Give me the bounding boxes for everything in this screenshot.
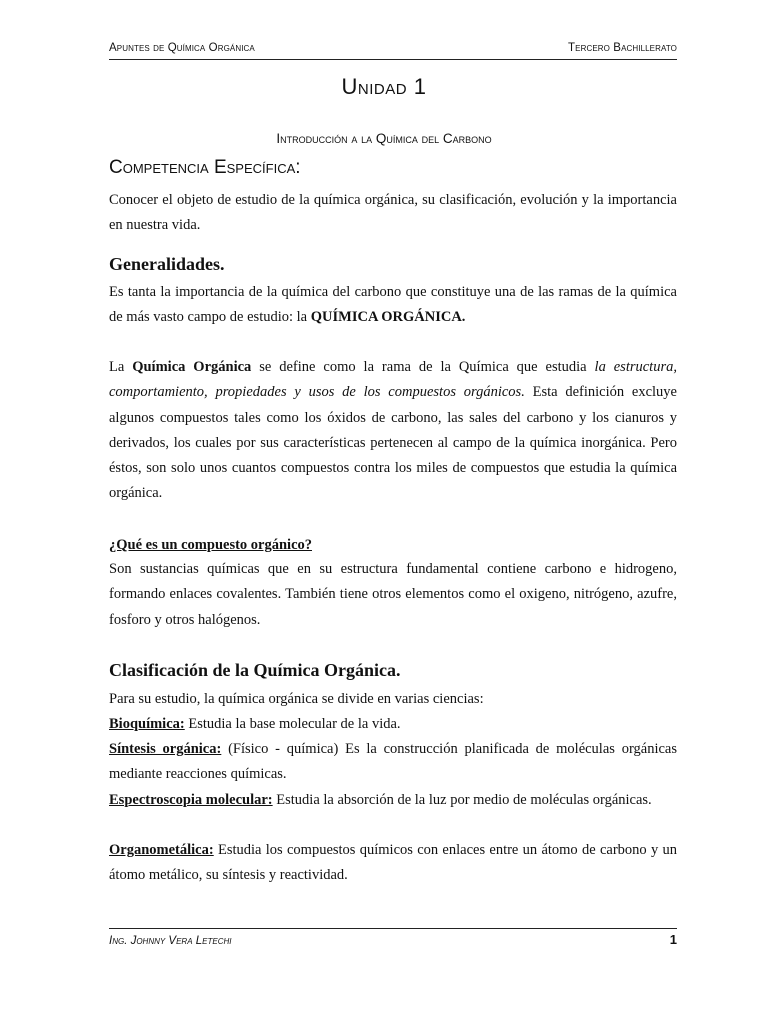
header-course-title: Apuntes de Química Orgánica [109, 42, 255, 54]
footer-rule [109, 928, 677, 929]
footer-author: Ing. Johnny Vera Letechi [109, 935, 232, 947]
header-rule [109, 59, 677, 60]
item-term: Espectroscopia molecular: [109, 792, 273, 808]
running-header [109, 42, 677, 54]
compuesto-question: ¿Qué es un compuesto orgánico? [109, 537, 312, 553]
item-desc: Estudia la base molecular de la vida. [184, 716, 401, 732]
item-term: Bioquímica: [109, 716, 185, 732]
item-desc: Estudia los compuestos químicos con enlaces entre un átomo de carbono y un átomo metálico, su síntesis y reactividad. [109, 842, 677, 884]
generalidades-heading: Generalidades. [109, 254, 225, 274]
list-item [109, 712, 677, 737]
p2-bold-term: Química Orgánica [132, 359, 252, 375]
p2-mid: se define como la rama de la Química que estudia [251, 359, 595, 375]
item-desc: Estudia la absorción de la luz por medio de moléculas orgánicas. [272, 792, 652, 808]
p2-italic-definition: la estructura, comportamiento, propiedades y usos de los compuestos orgánicos. [109, 359, 677, 401]
clasificacion-intro: Para su estudio, la química orgánica se divide en varias ciencias: [109, 691, 484, 707]
generalidades-paragraph-2 [109, 355, 677, 507]
page-number: 1 [669, 932, 677, 947]
compuesto-text: Son sustancias químicas que en su estructura fundamental contiene carbono e hidrogeno, formando enlaces covalentes. También tiene otros elementos como el oxigeno, nitrógeno, azufre, fosforo y otros halógenos. [109, 561, 677, 628]
chapter-title: Introducción a la Química del Carbono [276, 131, 492, 146]
unit-title: Unidad 1 [341, 74, 427, 99]
p2-rest: Esta definición excluye algunos compuestos tales como los óxidos de carbono, las sales del carbono y los cianuros y derivados, los cuales por sus características pertenecen al campo de la química inorgánica. Pero éstos, son solo unos cuantos compuestos contra los miles de compuestos que estudia la química orgánica. [109, 384, 677, 502]
clasificacion-heading: Clasificación de la Química Orgánica. [109, 660, 401, 680]
running-footer [109, 932, 677, 947]
item-term: Organometálica: [109, 842, 214, 858]
list-item [109, 838, 677, 889]
competencia-text: Conocer el objeto de estudio de la química orgánica, su clasificación, evolución y la importancia en nuestra vida. [109, 192, 677, 234]
competencia-heading: Competencia Específica: [109, 157, 301, 178]
list-item [109, 737, 677, 788]
quimica-organica-emphasis: QUÍMICA ORGÁNICA. [310, 309, 466, 326]
generalidades-p1-text: Es tanta la importancia de la química del carbono que constituye una de las ramas de la química de más vasto campo de estudio: la [109, 284, 677, 326]
p2-la: La [109, 359, 133, 375]
item-term: Síntesis orgánica: [109, 741, 222, 757]
header-grade-level: Tercero Bachillerato [568, 42, 677, 54]
item-desc: (Físico - química) Es la construcción planificada de moléculas orgánicas mediante reacciones químicas. [109, 741, 677, 783]
list-item [109, 788, 677, 813]
generalidades-paragraph-1 [109, 280, 677, 331]
